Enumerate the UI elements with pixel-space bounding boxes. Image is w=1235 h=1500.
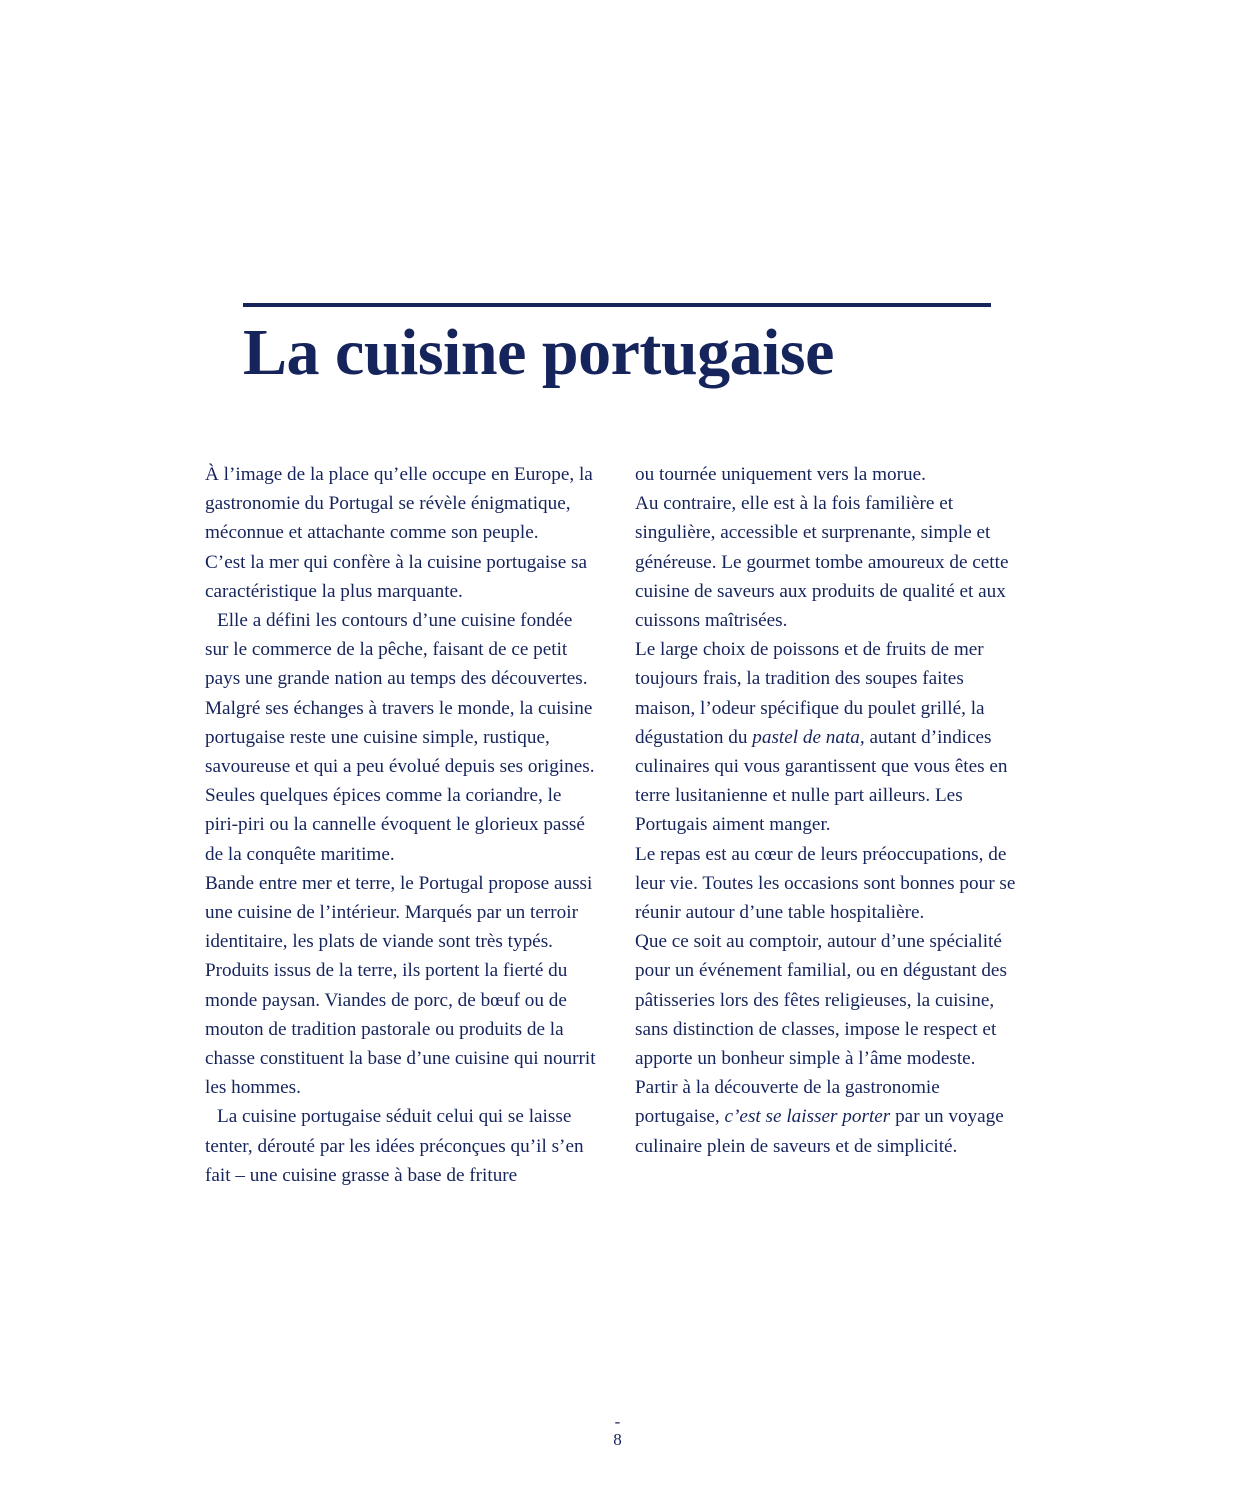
paragraph-with-italic <box>635 635 1027 839</box>
column-right <box>635 460 1027 1190</box>
paragraph-text-before: Partir à la découverte de la gastronomie portugaise, <box>635 1077 940 1128</box>
italic-phrase: c’est se laisser porter <box>724 1106 891 1128</box>
italic-term-pastel-de-nata: pastel de nata, <box>752 726 865 748</box>
paragraph-text-before: Le large choix de poissons et de fruits de mer toujours frais, la tradition des soupes faites maison, l’odeur spécifique du poulet grillé, la dégustation du <box>635 639 985 748</box>
paragraph: Le repas est au cœur de leurs préoccupations, de leur vie. Toutes les occasions sont bonnes pour se réunir autour d’une table hospitalière. <box>635 843 1016 924</box>
title-rule <box>243 303 991 307</box>
folio-dash: - <box>614 1412 621 1431</box>
paragraph: À l’image de la place qu’elle occupe en Europe, la gastronomie du Portugal se révèle énigmatique, méconnue et attachante comme son peuple. <box>205 464 593 544</box>
column-left <box>205 460 597 1190</box>
page-title: La cuisine portugaise <box>243 316 834 389</box>
page-footer <box>0 1412 1235 1451</box>
paragraph-text-after: par un voyage culinaire plein de saveurs et de simplicité. <box>635 1106 1004 1157</box>
paragraph: La cuisine portugaise séduit celui qui se laisse tenter, dérouté par les idées préconçues qu’il s’en fait – une cuisine grasse à base de friture <box>205 1106 584 1186</box>
paragraph-text-after: autant d’indices culinaires qui vous garantissent que vous êtes en terre lusitanienne et nulle part ailleurs. Les Portugais aiment manger. <box>635 726 1008 836</box>
paragraph: C’est la mer qui confère à la cuisine portugaise sa caractéristique la plus marquante. <box>205 551 588 602</box>
paragraph: ou tournée uniquement vers la morue. <box>635 464 926 485</box>
page-number: 8 <box>613 1430 622 1449</box>
paragraph-with-italic <box>635 1073 1027 1161</box>
paragraph: Elle a défini les contours d’une cuisine fondée sur le commerce de la pêche, faisant de ce petit pays une grande nation au temps des découvertes. Malgré ses échanges à travers le monde, la cuisine portugaise reste une cuisine simple, rustique, savoureuse et qui a peu évolué depuis ses origines. Seules quelques épices comme la coriandre, le piri-piri ou la cannelle évoquent le glorieux passé de la conquête maritime. <box>205 610 595 865</box>
paragraph: Au contraire, elle est à la fois familière et singulière, accessible et surprenante, simple et généreuse. Le gourmet tombe amoureux de cette cuisine de saveurs aux produits de qualité et aux cuissons maîtrisées. <box>635 493 1009 632</box>
paragraph: Que ce soit au comptoir, autour d’une spécialité pour un événement familial, ou en dégustant des pâtisseries lors des fêtes religieuses, la cuisine, sans distinction de classes, impose le respect et apporte un bonheur simple à l’âme modeste. <box>635 931 1007 1070</box>
body-columns <box>205 460 1045 1190</box>
paragraph: Bande entre mer et terre, le Portugal propose aussi une cuisine de l’intérieur. Marqués par un terroir identitaire, les plats de viande sont très typés. Produits issus de la terre, ils portent la fierté du monde paysan. Viandes de porc, de bœuf ou de mouton de tradition pastorale ou produits de la chasse constituent la base d’une cuisine qui nourrit les hommes. <box>205 872 596 1099</box>
